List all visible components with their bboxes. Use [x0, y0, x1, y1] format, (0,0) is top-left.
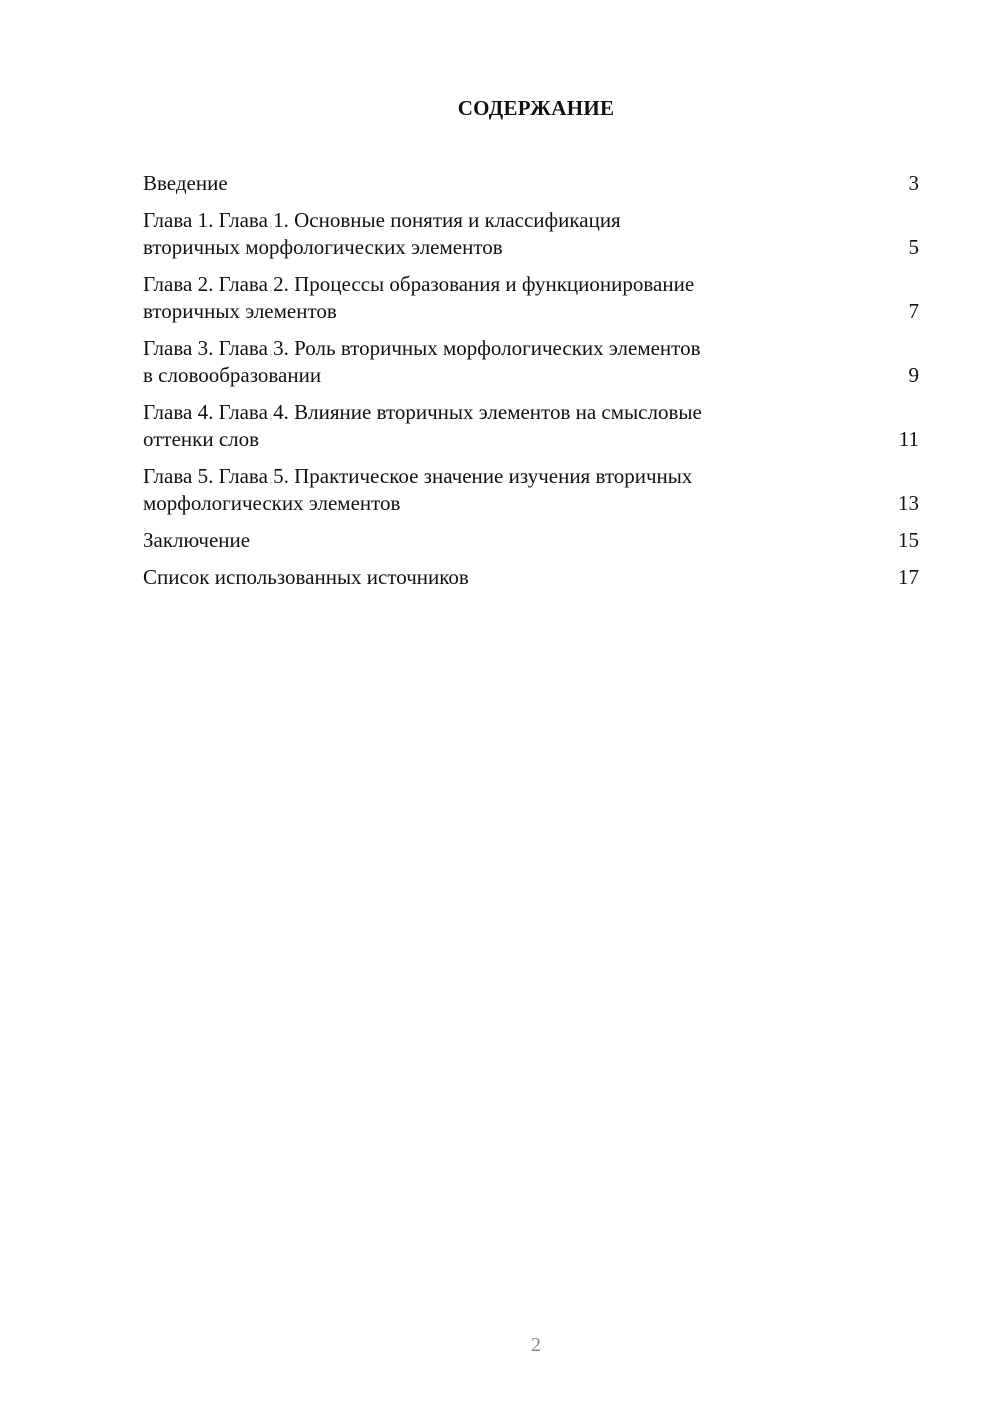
toc-entry-title: Глава 4. Глава 4. Влияние вторичных элементов на смысловые оттенки слов	[143, 400, 702, 451]
toc-entry-title: Введение	[143, 171, 228, 195]
toc-entry-title: Заключение	[143, 528, 251, 552]
toc-entry-title: Глава 2. Глава 2. Процессы образования и функционирование вторичных элементов	[143, 272, 695, 323]
toc-entry-chapter-2	[143, 271, 919, 325]
toc-entry-chapter-5	[143, 463, 919, 517]
toc-entry-page: 7	[908, 299, 919, 323]
toc-entry-page: 13	[898, 491, 919, 515]
toc-entry-title: Список использованных источников	[143, 565, 469, 589]
toc-entry-page: 5	[908, 235, 919, 259]
toc-entry-chapter-3	[143, 335, 919, 389]
toc-entry-conclusion	[143, 527, 919, 554]
toc-entry-page: 15	[898, 528, 919, 552]
table-of-contents	[143, 170, 919, 601]
toc-entry-title: Глава 3. Глава 3. Роль вторичных морфологических элементов в словообразовании	[143, 336, 701, 387]
page-title: СОДЕРЖАНИЕ	[457, 96, 615, 120]
toc-entry-page: 17	[898, 565, 919, 589]
toc-entry-references	[143, 564, 919, 591]
page-number: 2	[531, 1334, 541, 1356]
toc-entry-page: 11	[898, 427, 919, 451]
toc-entry-page: 3	[908, 171, 919, 195]
toc-entry-chapter-1	[143, 207, 919, 261]
toc-entry-title: Глава 1. Глава 1. Основные понятия и классификация вторичных морфологических элементов	[143, 208, 621, 259]
toc-entry-title: Глава 5. Глава 5. Практическое значение изучения вторичных морфологических элементов	[143, 464, 693, 515]
toc-entry-introduction	[143, 170, 919, 197]
toc-entry-page: 9	[908, 363, 919, 387]
toc-entry-chapter-4	[143, 399, 919, 453]
